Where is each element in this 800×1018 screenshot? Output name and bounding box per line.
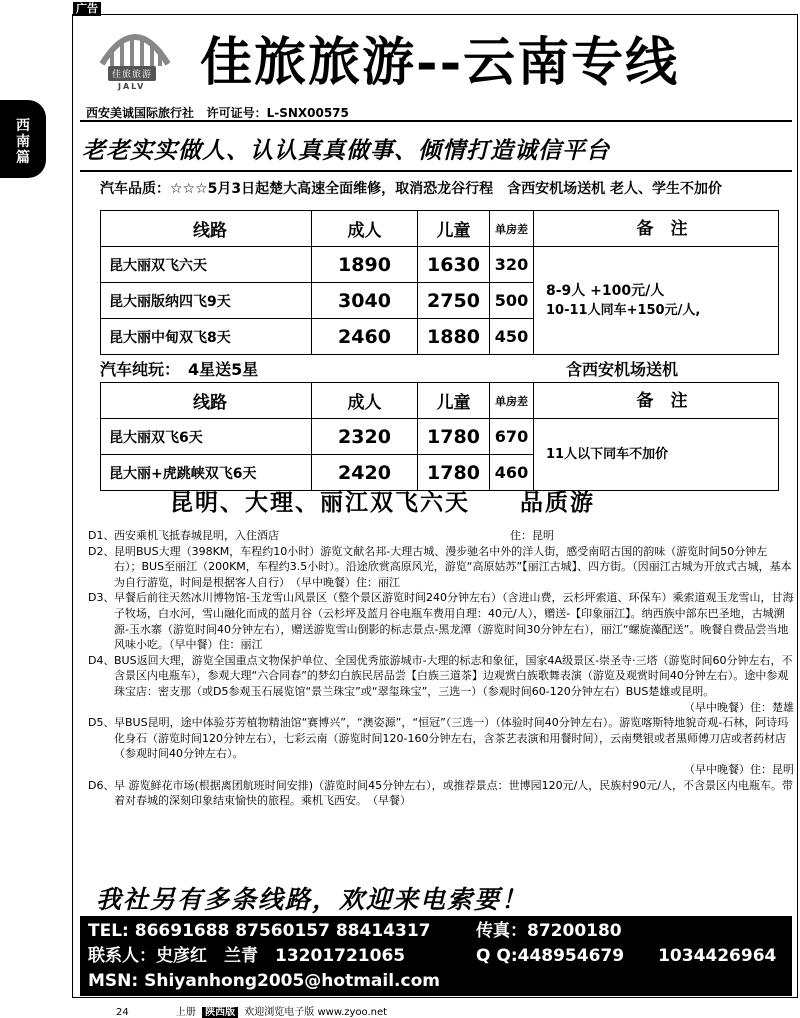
itinerary-meal-line: （早中晚餐）住：楚雄 [684, 700, 794, 714]
bottom-slogan: 我社另有多条线路，欢迎来电索要！ [96, 885, 529, 914]
footer-text: 欢迎浏览电子版 www.zyoo.net [244, 1007, 388, 1018]
note-cell [534, 247, 779, 355]
section2-heading-right: 含西安机场送机 [566, 360, 679, 379]
section1-heading: 汽车品质：☆☆☆5月3日起楚大高速全面维修，取消恐龙谷行程 含西安机场送机 老人、学生不加价 [100, 181, 723, 197]
tour-title [170, 484, 595, 517]
contact-row [88, 919, 784, 944]
adult-price: 1890 [312, 247, 418, 283]
itinerary [88, 528, 794, 809]
table-header-row [101, 383, 779, 419]
slogan: 老老实实做人、认认真真做事、倾情打造诚信平台 [82, 137, 610, 164]
ad-tag: 广告 [73, 2, 101, 16]
child-price: 1780 [418, 419, 490, 455]
divider [80, 170, 792, 172]
day-text: 早餐后前往天然冰川博物馆-玉龙雪山风景区（整个景区游览时间240分钟左右）（含进山费，云杉坪索道、环保车）乘索道观玉龙雪山，甘海子牧场，白水河，雪山融化而成的蓝月谷（云杉坪及蓝月谷电瓶车费用自理：40元/人），赠送-【印象丽江】。纳西族中部东巴圣地，古城溯源-玉水寨（游览时间40分钟左右），赠送游览雪山倒影的标志景点-黑龙潭（游览时间30分钟左右），丽江“螺旋藻配送”。晚餐自费品尝当地风味小吃。（早中餐）住：丽江 [114, 591, 794, 652]
day-text: 早BUS昆明，途中体验芬芳植物精油馆“赛博兴”，“澳姿源”，“恒冠”（三选一）（体验时间40分钟左右）。游览喀斯特地貌奇观-石林，阿诗玛化身石（游览时间120分钟左右），七彩云南（游览时间120-160分钟左右，含茶艺表演和用餐时间），云南樊银或者黑师傅刀店或者药材店（参观时间40分钟左右）。 [114, 716, 789, 761]
header-single: 单房差 [490, 383, 534, 419]
day-text: 早 游览鲜花市场(根据离团航班时间安排)（游览时间45分钟左右），或推荐景点：世博园120元/人，民族村90元/人，不含景区内电瓶车。带着对春城的深刻印象结束愉快的旅程。乘机飞西安。 （早餐） [114, 778, 793, 808]
adult-price: 2420 [312, 455, 418, 491]
day-text: 昆明BUS大理（398KM，车程约10小时）游览文献名邦-大理古城、漫步驰名中外的洋人街，感受南昭古国的韵味（游览时间50分钟左右）；BUS至丽江（200KM，车程约3.5小时）。沿途欣赏高原风光，游览“高原姑苏”【丽江古城】、四方街。（因丽江古城为开放式古城，基本为自行游览，时间是根据客人自行） （早中晚餐）住：丽江 [114, 544, 792, 589]
header-single: 单房差 [490, 211, 534, 247]
header-route: 线路 [101, 383, 312, 419]
single-supplement: 670 [490, 419, 534, 455]
footer-tag: 陕西版 [202, 1007, 238, 1018]
side-tab-char: 篇 [16, 150, 30, 166]
header-route: 线路 [101, 211, 312, 247]
contact-row [88, 944, 784, 969]
day-text: BUS返回大理，游览全国重点文物保护单位、全国优秀旅游城市-大理的标志和象征，国家4A级景区-崇圣寺·三塔（游览时间60分钟左右，不含景区内电瓶车），参观大理“六合同春”的梦幻白族民居品尝【白族三道茶】边观赏白族歌舞表演（游览及观赏时间40分钟左右）。途中参观珠宝店：密支那（或D5参观玉石展览馆“景兰珠宝”或“翠玺珠宝”，三选一）（参观时间60-120分钟左右）BUS楚雄或昆明。 [114, 653, 793, 698]
single-supplement: 320 [490, 247, 534, 283]
day-label: D4、 [88, 653, 115, 667]
contact-person: 联系人：史彦红 兰青 13201721065 [88, 946, 406, 966]
header-adult: 成人 [312, 383, 418, 419]
header-child: 儿童 [418, 383, 490, 419]
single-supplement: 450 [490, 319, 534, 355]
adult-price: 2460 [312, 319, 418, 355]
divider [80, 120, 792, 122]
contact-tel: TEL: 86691688 87560157 88414317 [88, 921, 431, 941]
route-cell: 昆大丽+虎跳峡双飞6天 [101, 455, 312, 491]
adult-price: 2320 [312, 419, 418, 455]
side-tab-char: 南 [16, 134, 30, 150]
child-price: 1880 [418, 319, 490, 355]
itinerary-meal-line: （早中晚餐）住：昆明 [684, 762, 794, 776]
page-number: 24 [116, 1007, 129, 1018]
child-price: 1780 [418, 455, 490, 491]
header-note: 备 注 [534, 211, 779, 247]
day-label: D1、 [88, 529, 115, 542]
side-tab [0, 100, 46, 178]
header-child: 儿童 [418, 211, 490, 247]
note-line: 8-9人 +100元/人 [546, 282, 665, 299]
child-price: 1630 [418, 247, 490, 283]
day-label: D3、 [88, 591, 115, 605]
single-supplement: 460 [490, 455, 534, 491]
itinerary-day [88, 778, 794, 809]
day-label: D5、 [88, 716, 115, 730]
logo-subtext: JALV [118, 82, 146, 91]
child-price: 2750 [418, 283, 490, 319]
route-cell: 昆大丽双飞6天 [101, 419, 312, 455]
table-row [101, 419, 779, 455]
itinerary-day [88, 528, 794, 544]
page-footer [116, 1003, 387, 1018]
route-cell: 昆大丽双飞六天 [101, 247, 312, 283]
contact-msn: MSN: Shiyanhong2005@hotmail.com [88, 971, 440, 991]
contact-row [88, 969, 784, 994]
agency-name: 西安美诚国际旅行社 [86, 106, 195, 120]
side-tab-char: 西 [16, 118, 30, 134]
table-header-row [101, 211, 779, 247]
tour-title-main: 昆明、大理、丽江双飞六天 [170, 489, 470, 516]
itinerary-day [88, 715, 794, 762]
route-cell: 昆大丽版纳四飞9天 [101, 283, 312, 319]
table-row [101, 247, 779, 283]
route-cell: 昆大丽中甸双飞8天 [101, 319, 312, 355]
logo-text: 佳旅旅游 [108, 66, 156, 81]
section2-heading-left: 汽车纯玩： 4星送5星 [100, 360, 259, 379]
price-table-2 [100, 382, 779, 491]
contact-fax: 传真：87200180 [476, 921, 622, 941]
price-table-1 [100, 210, 779, 355]
note-cell: 11人以下同车不加价 [534, 419, 779, 491]
itinerary-day [88, 544, 794, 591]
tour-title-tag: 品质游 [520, 489, 595, 516]
itinerary-day [88, 590, 794, 652]
footer-section: 上册 [175, 1007, 196, 1018]
day-label: D2、 [88, 544, 115, 558]
header-adult: 成人 [312, 211, 418, 247]
itinerary-day [88, 653, 794, 700]
single-supplement: 500 [490, 283, 534, 319]
agency-info [86, 104, 349, 121]
adult-price: 3040 [312, 283, 418, 319]
contact-qq: Q Q:448954679 1034426964 [476, 946, 777, 966]
day-text: 西安乘机飞抵春城昆明，入住酒店 住：昆明 [114, 529, 554, 542]
contact-bar [80, 916, 792, 996]
agency-license: 许可证号：L-SNX00575 [206, 106, 349, 120]
day-label: D6、 [88, 778, 115, 792]
page-title: 佳旅旅游--云南专线 [200, 32, 680, 93]
header-note: 备 注 [534, 383, 779, 419]
note-line: 10-11人同车+150元/人, [546, 302, 701, 318]
